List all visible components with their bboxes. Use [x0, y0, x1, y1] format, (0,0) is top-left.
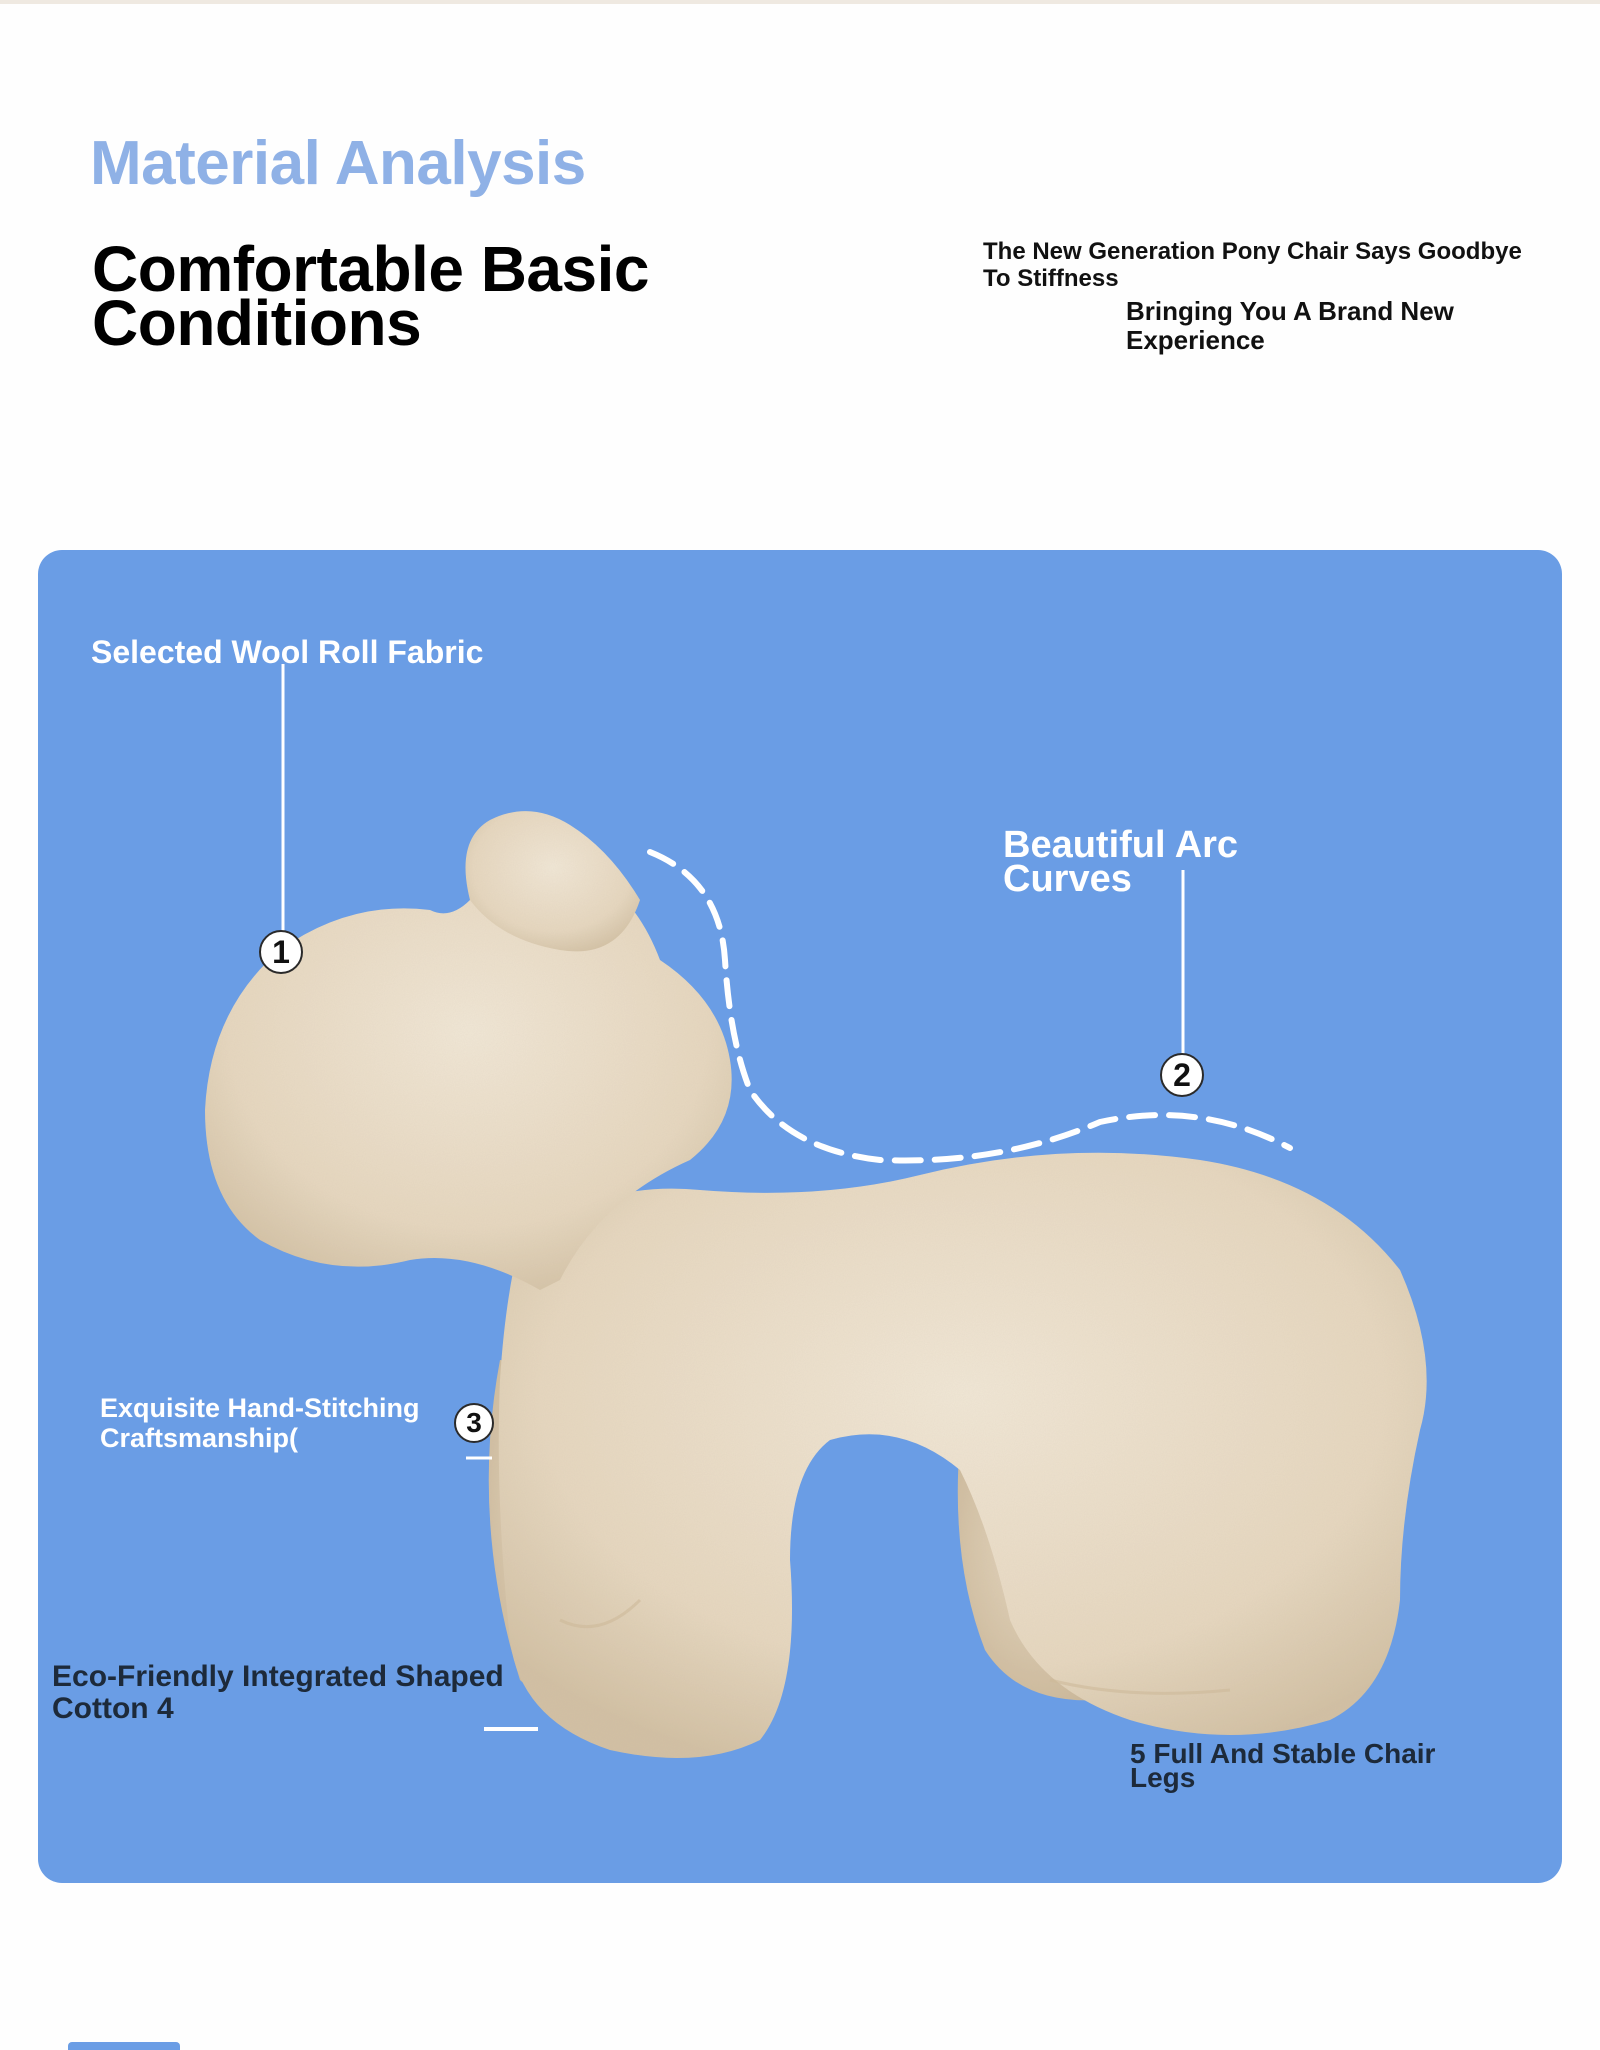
arc-curve-dashes — [650, 852, 1290, 1161]
callout-hand-stitching-line-1: Exquisite Hand-Stitching — [100, 1393, 420, 1423]
callout-number-3-badge: 3 — [454, 1403, 494, 1443]
callout-shaped-cotton-line-2: Cotton 4 — [52, 1692, 174, 1725]
callout-chair-legs — [1130, 1738, 1436, 1793]
callout-shaped-cotton — [52, 1661, 504, 1725]
callout-arc-curves — [1003, 824, 1239, 900]
section-label: Material Analysis — [90, 129, 586, 198]
tagline-secondary: Bringing You A Brand New Experience — [1126, 296, 1454, 355]
callout-number-1-badge: 1 — [259, 930, 303, 974]
callout-hand-stitching-line-2: Craftsmanship( — [100, 1423, 299, 1453]
callout-shaped-cotton-line-1: Eco-Friendly Integrated Shaped — [52, 1660, 504, 1693]
tagline-primary: The New Generation Pony Chair Says Goodbye To Stiffness — [983, 238, 1522, 292]
next-section-indicator — [68, 2042, 180, 2050]
callout-hand-stitching — [100, 1393, 420, 1453]
headline-line-2: Conditions — [92, 287, 422, 359]
pony-body — [499, 1153, 1427, 1758]
callout-arc-curves-line-2: Curves — [1003, 858, 1132, 900]
callout-number-2-badge: 2 — [1160, 1053, 1204, 1097]
callout-wool-fabric: Selected Wool Roll Fabric — [91, 634, 484, 670]
callout-chair-legs-line-2: Legs — [1130, 1762, 1196, 1793]
callout-arc-curves-line-1: Beautiful Arc — [1003, 824, 1239, 866]
headline-line-1: Comfortable Basic — [92, 233, 649, 305]
callout-chair-legs-line-1: 5 Full And Stable Chair — [1130, 1738, 1436, 1769]
